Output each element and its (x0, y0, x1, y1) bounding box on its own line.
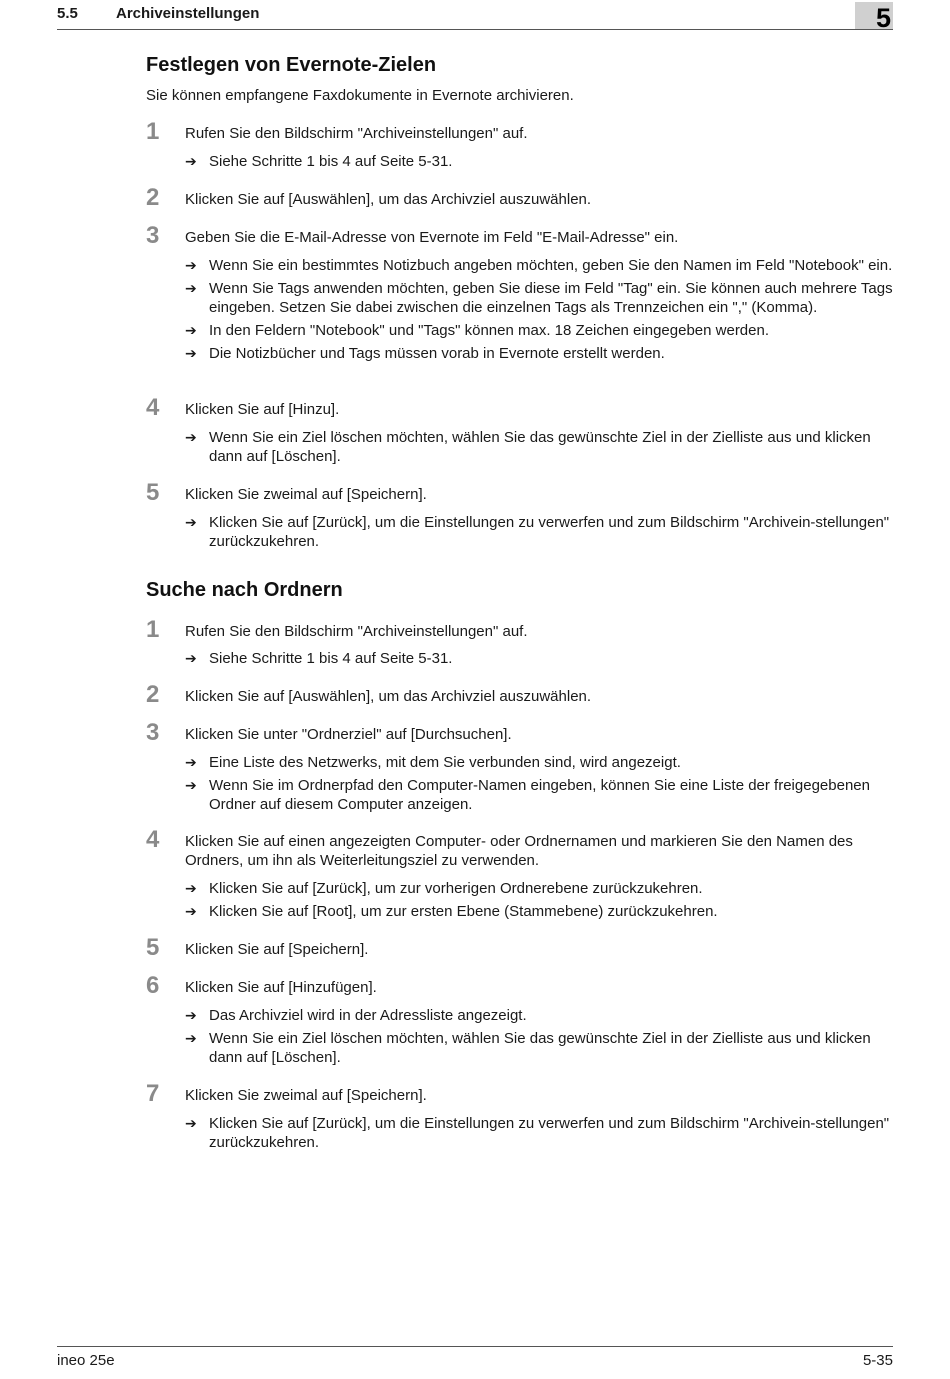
step-number: 6 (146, 972, 160, 999)
step-number: 1 (146, 616, 160, 643)
step-number: 3 (146, 222, 160, 249)
arrow-icon: ➔ (185, 1115, 197, 1131)
arrow-icon: ➔ (185, 153, 197, 169)
arrow-icon: ➔ (185, 429, 197, 445)
step-text: Klicken Sie auf [Speichern]. (185, 941, 369, 958)
sub-item: ➔ Die Notizbücher und Tags müssen vorab in Evernote erstellt werden. (185, 345, 665, 362)
sub-item: ➔ In den Feldern "Notebook" und "Tags" können max. 18 Zeichen eingegeben werden. (185, 322, 770, 339)
arrow-icon: ➔ (185, 880, 197, 896)
step-3 (146, 222, 894, 367)
chapter-number: 5 (875, 3, 891, 33)
arrow-icon: ➔ (185, 754, 197, 770)
sub-item: ➔ Wenn Sie Tags anwenden möchten, geben Sie diese im Feld "Tag" ein. Sie können auch mehrere Tags eingeben. Setzen Sie dabei zwischen die einzelnen Tags als Trennzeichen ein "," (Komma). (185, 280, 893, 316)
sub-item: ➔ Wenn Sie ein Ziel löschen möchten, wählen Sie das gewünschte Ziel in der Zielliste aus und klicken dann auf [Löschen]. (185, 429, 871, 465)
arrow-icon: ➔ (185, 514, 197, 530)
step-text: Rufen Sie den Bildschirm "Archiveinstellungen" auf. (185, 623, 528, 640)
step-6 (146, 972, 894, 1071)
step-text: Rufen Sie den Bildschirm "Archiveinstellungen" auf. (185, 125, 528, 142)
step-number: 4 (146, 826, 160, 853)
step-number: 1 (146, 118, 160, 145)
step-text: Geben Sie die E-Mail-Adresse von Evernote im Feld "E-Mail-Adresse" ein. (185, 229, 679, 246)
heading-evernote: Festlegen von Evernote-Zielen (146, 54, 437, 76)
step-number: 2 (146, 184, 160, 211)
section-number: 5.5 (57, 5, 78, 22)
sub-item: ➔ Eine Liste des Netzwerks, mit dem Sie verbunden sind, wird angezeigt. (185, 754, 681, 771)
sub-item: ➔ Wenn Sie ein bestimmtes Notizbuch angeben möchten, geben Sie den Namen im Feld "Notebook" ein. (185, 257, 893, 274)
step-2 (146, 184, 894, 211)
step-4 (146, 394, 894, 470)
sub-item: ➔ Klicken Sie auf [Zurück], um die Einstellungen zu verwerfen und zum Bildschirm "Archivein-stellungen" zurückzukehren. (185, 514, 890, 550)
arrow-icon: ➔ (185, 903, 197, 919)
sub-item: ➔ Wenn Sie ein Ziel löschen möchten, wählen Sie das gewünschte Ziel in der Zielliste aus und klicken dann auf [Löschen]. (185, 1030, 871, 1066)
step-2 (146, 681, 894, 708)
step-text: Klicken Sie unter "Ordnerziel" auf [Durchsuchen]. (185, 726, 512, 743)
step-1 (146, 616, 894, 672)
step-text: Klicken Sie zweimal auf [Speichern]. (185, 486, 427, 503)
step-number: 2 (146, 681, 160, 708)
page-number: 5-35 (862, 1352, 893, 1369)
intro-text: Sie können empfangene Faxdokumente in Evernote archivieren. (146, 87, 574, 104)
arrow-icon: ➔ (185, 1030, 197, 1046)
step-number: 5 (146, 479, 160, 506)
sub-item: ➔ Klicken Sie auf [Root], um zur ersten Ebene (Stammebene) zurückzukehren. (185, 903, 718, 920)
arrow-icon: ➔ (185, 280, 197, 296)
product-name: ineo 25e (57, 1352, 115, 1369)
step-text: Klicken Sie auf [Auswählen], um das Archivziel auszuwählen. (185, 191, 592, 208)
step-text: Klicken Sie auf einen angezeigten Computer- oder Ordnernamen und markieren Sie den Namen des Ordners, um ihn als Weiterleitungsziel zu verwenden. (185, 833, 853, 869)
sub-item: ➔ Wenn Sie im Ordnerpfad den Computer-Namen eingeben, können Sie eine Liste der freigegebenen Ordner auf diesem Computer anzeigen. (185, 777, 870, 813)
step-5 (146, 479, 894, 555)
heading-folders: Suche nach Ordnern (146, 579, 343, 601)
section-evernote (146, 52, 894, 105)
step-number: 3 (146, 719, 160, 746)
step-text: Klicken Sie zweimal auf [Speichern]. (185, 1087, 427, 1104)
section-folders (146, 577, 894, 603)
arrow-icon: ➔ (185, 650, 197, 666)
step-number: 4 (146, 394, 160, 421)
step-text: Klicken Sie auf [Auswählen], um das Archivziel auszuwählen. (185, 688, 592, 705)
arrow-icon: ➔ (185, 345, 197, 361)
step-text: Klicken Sie auf [Hinzufügen]. (185, 979, 377, 996)
arrow-icon: ➔ (185, 322, 197, 338)
sub-item: ➔ Siehe Schritte 1 bis 4 auf Seite 5-31. (185, 650, 453, 667)
arrow-icon: ➔ (185, 777, 197, 793)
page-footer (57, 1346, 893, 1369)
step-1 (146, 118, 894, 175)
page-header (57, 0, 893, 33)
sub-item: ➔ Das Archivziel wird in der Adressliste angezeigt. (185, 1007, 527, 1024)
step-number: 7 (146, 1080, 160, 1107)
step-number: 5 (146, 934, 160, 961)
step-text: Klicken Sie auf [Hinzu]. (185, 401, 340, 418)
chapter-tab (855, 2, 893, 33)
step-4 (146, 826, 894, 925)
section-title: Archiveinstellungen (116, 5, 260, 22)
sub-item: ➔ Klicken Sie auf [Zurück], um die Einstellungen zu verwerfen und zum Bildschirm "Archivein-stellungen" zurückzukehren. (185, 1115, 890, 1151)
arrow-icon: ➔ (185, 1007, 197, 1023)
step-3 (146, 719, 894, 818)
arrow-icon: ➔ (185, 257, 197, 273)
step-5 (146, 934, 894, 961)
sub-item: ➔ Klicken Sie auf [Zurück], um zur vorherigen Ordnerebene zurückzukehren. (185, 880, 703, 897)
sub-item: ➔ Siehe Schritte 1 bis 4 auf Seite 5-31. (185, 153, 453, 170)
step-7 (146, 1080, 894, 1156)
